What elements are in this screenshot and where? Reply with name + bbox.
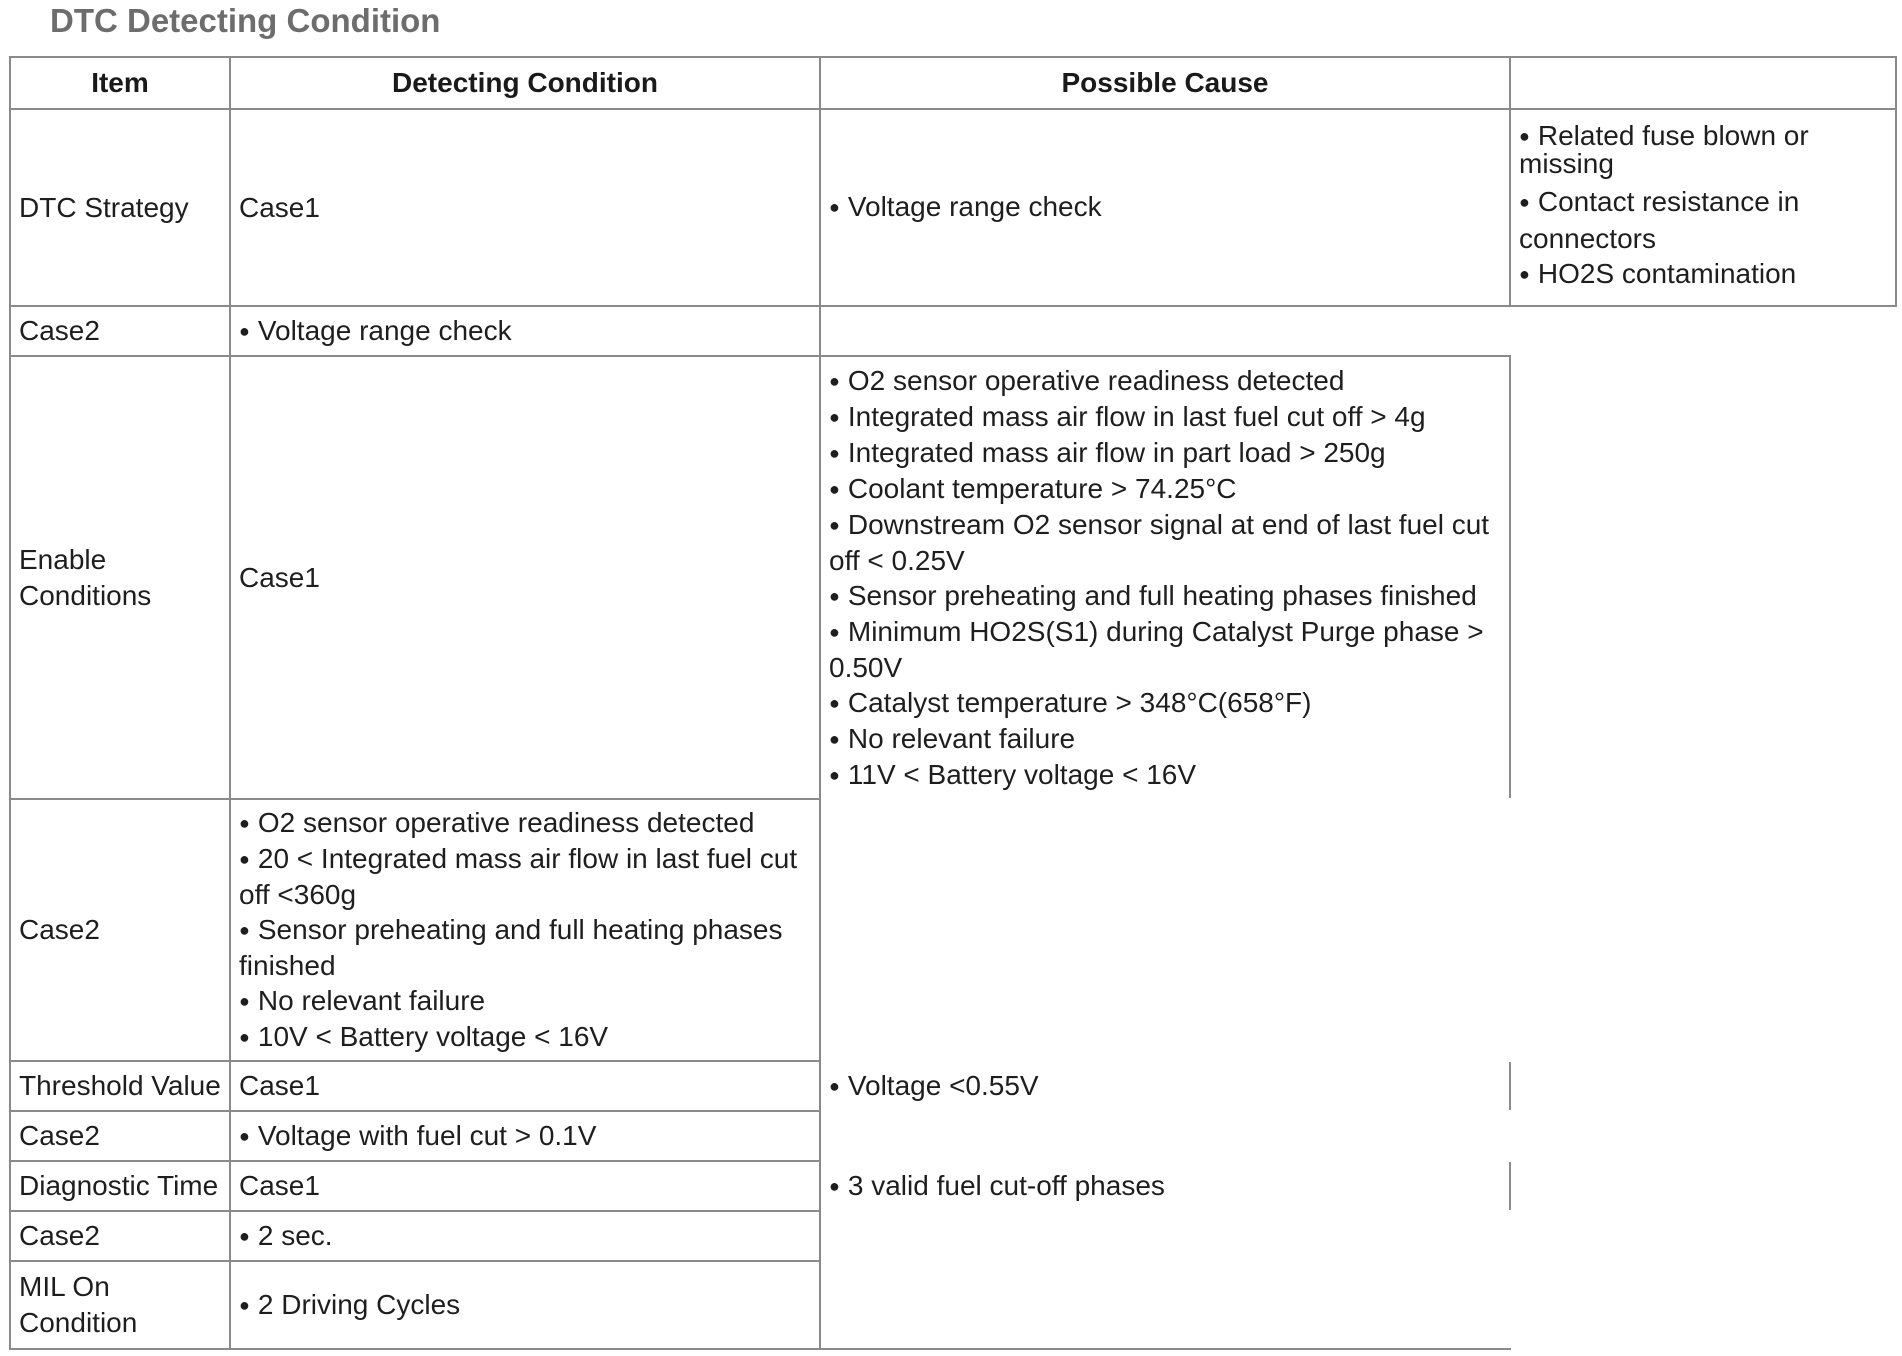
row-item-case2 bbox=[9, 305, 231, 357]
item-label: Diagnostic Time bbox=[19, 1170, 219, 1201]
condition-item: ● 3 valid fuel cut-off phases bbox=[829, 1168, 1501, 1205]
case-label: Case1 bbox=[239, 1070, 320, 1101]
condition-list bbox=[239, 1118, 811, 1155]
condition-item: ● No relevant failure bbox=[829, 721, 1501, 757]
header-possible-cause: Possible Cause bbox=[819, 56, 1511, 110]
row-case-threshold-value bbox=[229, 1060, 821, 1112]
case-label: Case1 bbox=[239, 191, 320, 223]
row-item-dtc-strategy bbox=[9, 108, 231, 307]
row-condition-threshold-case1 bbox=[819, 1060, 1511, 1112]
condition-list bbox=[239, 1287, 811, 1324]
item-label: DTC Strategy bbox=[19, 191, 189, 223]
condition-list bbox=[829, 363, 1501, 793]
condition-item: ● O2 sensor operative readiness detected bbox=[239, 805, 811, 841]
item-label: Case2 bbox=[19, 914, 100, 945]
condition-item: ● O2 sensor operative readiness detected bbox=[829, 363, 1501, 399]
page-title: DTC Detecting Condition bbox=[50, 2, 441, 39]
condition-item: ● Coolant temperature > 74.25°C bbox=[829, 471, 1501, 507]
row-item-diagnostic-time bbox=[9, 1160, 231, 1212]
row-item-enable-conditions bbox=[9, 355, 231, 800]
condition-item: ● Integrated mass air flow in part load > 250g bbox=[829, 435, 1501, 471]
condition-list bbox=[829, 1168, 1501, 1205]
condition-item: ● Voltage range check bbox=[239, 313, 811, 350]
empty-cell bbox=[819, 1110, 1511, 1162]
condition-item: ● 10V < Battery voltage < 16V bbox=[239, 1019, 811, 1055]
item-label: Case2 bbox=[19, 1220, 100, 1251]
row-condition-enable-case1 bbox=[819, 355, 1511, 800]
header-blank bbox=[1509, 56, 1897, 110]
condition-list bbox=[829, 1068, 1501, 1105]
item-label: Case2 bbox=[19, 1120, 100, 1151]
possible-cause-item: ● Related fuse blown or missing bbox=[1519, 122, 1887, 178]
header-item: Item bbox=[9, 56, 231, 110]
row-item-threshold-value bbox=[9, 1060, 231, 1112]
condition-list bbox=[829, 189, 1501, 226]
empty-cell bbox=[819, 305, 1897, 357]
condition-item: ● 2 Driving Cycles bbox=[239, 1287, 811, 1324]
item-label: Enable Conditions bbox=[19, 543, 152, 611]
row-condition-enable-case2 bbox=[229, 798, 821, 1062]
item-label: MIL On Condition bbox=[19, 1271, 138, 1338]
possible-cause-item: ● HO2S contamination bbox=[1519, 256, 1887, 293]
condition-item: ● 2 sec. bbox=[239, 1218, 811, 1255]
row-condition-mil-on bbox=[229, 1260, 821, 1350]
row-case-enable-conditions bbox=[229, 355, 821, 800]
row-case-diagnostic-time bbox=[229, 1160, 821, 1212]
condition-item: ● Sensor preheating and full heating phases finished bbox=[829, 578, 1501, 614]
possible-cause-list bbox=[1519, 122, 1887, 293]
row-condition-diagnostic-case1 bbox=[819, 1160, 1511, 1212]
row-condition-diagnostic-case2 bbox=[229, 1210, 821, 1262]
case-label: Case1 bbox=[239, 561, 320, 593]
condition-list bbox=[239, 313, 811, 350]
row-item-case2 bbox=[9, 1210, 231, 1262]
empty-cell bbox=[819, 1210, 1511, 1350]
condition-item: ● Minimum HO2S(S1) during Catalyst Purge phase > 0.50V bbox=[829, 614, 1501, 685]
item-label: Threshold Value bbox=[19, 1070, 221, 1101]
condition-item: ● Voltage <0.55V bbox=[829, 1068, 1501, 1105]
row-condition-dtc-strategy-case1 bbox=[819, 108, 1511, 307]
condition-item: ● Sensor preheating and full heating phases finished bbox=[239, 912, 811, 983]
case-label: Case1 bbox=[239, 1170, 320, 1201]
row-item-case2 bbox=[9, 1110, 231, 1162]
condition-item: ● 20 < Integrated mass air flow in last fuel cut off <360g bbox=[239, 841, 811, 912]
condition-item: ● Catalyst temperature > 348°C(658°F) bbox=[829, 685, 1501, 721]
row-condition-dtc-strategy-case2 bbox=[229, 305, 821, 357]
condition-item: ● No relevant failure bbox=[239, 983, 811, 1019]
header-detecting-condition: Detecting Condition bbox=[229, 56, 821, 110]
condition-item: ● 11V < Battery voltage < 16V bbox=[829, 757, 1501, 793]
condition-list bbox=[239, 805, 811, 1055]
condition-list bbox=[239, 1218, 811, 1255]
item-label: Case2 bbox=[19, 315, 100, 346]
condition-item: ● Voltage with fuel cut > 0.1V bbox=[239, 1118, 811, 1155]
row-case-dtc-strategy bbox=[229, 108, 821, 307]
empty-cell bbox=[819, 798, 1511, 1062]
possible-cause-cell bbox=[1509, 108, 1897, 307]
row-item-mil-on-condition bbox=[9, 1260, 231, 1350]
dtc-condition-table bbox=[9, 56, 1897, 1350]
row-item-case2 bbox=[9, 798, 231, 1062]
condition-item: ● Integrated mass air flow in last fuel cut off > 4g bbox=[829, 399, 1501, 435]
row-condition-threshold-case2 bbox=[229, 1110, 821, 1162]
condition-item: ● Voltage range check bbox=[829, 189, 1501, 226]
possible-cause-item: ● Contact resistance in connectors bbox=[1519, 184, 1887, 256]
condition-item: ● Downstream O2 sensor signal at end of last fuel cut off < 0.25V bbox=[829, 507, 1501, 578]
